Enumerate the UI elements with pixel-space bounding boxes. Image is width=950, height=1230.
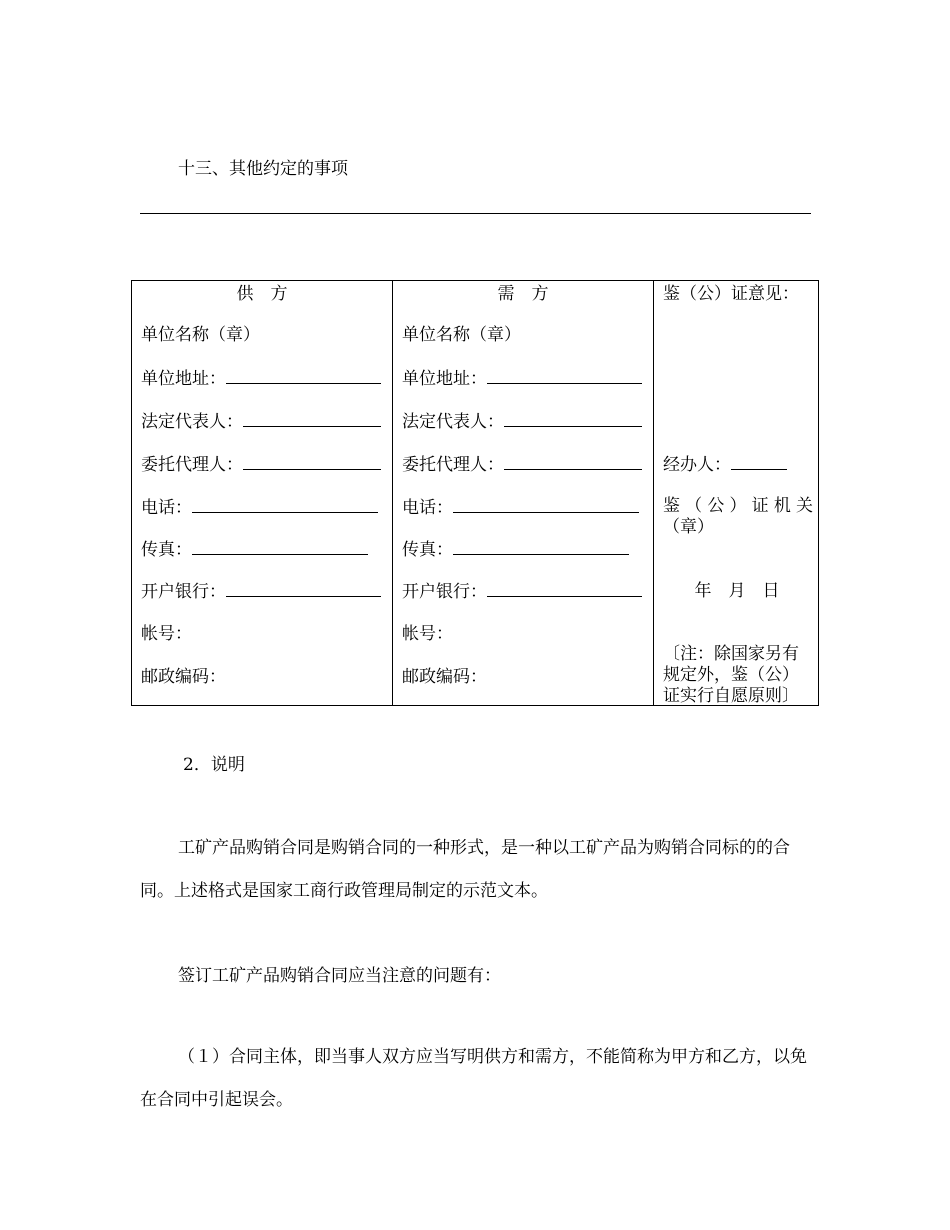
buyer-address-row — [402, 367, 642, 390]
buyer-agent-blank — [504, 453, 642, 470]
supplier-fax-blank — [192, 538, 368, 555]
buyer-phone-label: 电话： — [402, 498, 453, 518]
buyer-legal-rep-row — [402, 410, 642, 433]
buyer-agent-label: 委托代理人： — [402, 455, 504, 475]
column-divider — [392, 281, 393, 705]
supplier-postcode: 邮政编码： — [141, 667, 226, 687]
supplier-bank-row — [141, 580, 381, 603]
supplier-address-blank — [226, 367, 381, 384]
paragraph-3: （１）合同主体，即当事人双方应当写明供方和需方，不能简称为甲方和乙方，以免在合同中引起误会。 — [140, 1047, 807, 1110]
supplier-phone-row — [141, 496, 378, 519]
supplier-fax-label: 传真： — [141, 540, 192, 560]
supplier-bank-label: 开户银行： — [141, 582, 226, 602]
supplier-address-label: 单位地址： — [141, 369, 226, 389]
buyer-header: 需 方 — [497, 284, 549, 304]
buyer-bank-blank — [487, 580, 642, 597]
buyer-fax-row — [402, 538, 629, 561]
buyer-bank-label: 开户银行： — [402, 582, 487, 602]
supplier-legal-rep-row — [141, 410, 381, 433]
buyer-fax-label: 传真： — [402, 540, 453, 560]
notary-handler-row — [663, 453, 787, 476]
section-heading: 十三、其他约定的事项 — [178, 159, 348, 179]
buyer-phone-row — [402, 496, 639, 519]
signature-table — [131, 280, 819, 706]
supplier-legal-rep-blank — [243, 410, 381, 427]
supplier-agent-label: 委托代理人： — [141, 455, 243, 475]
buyer-account: 帐号： — [402, 624, 453, 644]
supplier-account: 帐号： — [141, 624, 192, 644]
paragraph-1: 工矿产品购销合同是购销合同的一种形式，是一种以工矿产品为购销合同标的的合同。上述格式是国家工商行政管理局制定的示范文本。 — [140, 838, 790, 901]
supplier-phone-blank — [192, 496, 378, 513]
notary-date: 年 月 日 — [694, 581, 780, 601]
buyer-phone-blank — [453, 496, 639, 513]
blank-line — [140, 213, 811, 214]
buyer-postcode: 邮政编码： — [402, 667, 487, 687]
supplier-phone-label: 电话： — [141, 498, 192, 518]
notary-handler-label: 经办人： — [663, 455, 731, 475]
supplier-agent-blank — [243, 453, 381, 470]
buyer-legal-rep-label: 法定代表人： — [402, 412, 504, 432]
supplier-unit-name: 单位名称（章） — [141, 325, 260, 345]
notary-handler-blank — [731, 453, 787, 470]
supplier-agent-row — [141, 453, 381, 476]
supplier-address-row — [141, 367, 381, 390]
buyer-address-label: 单位地址： — [402, 369, 487, 389]
buyer-legal-rep-blank — [504, 410, 642, 427]
supplier-fax-row — [141, 538, 368, 561]
paragraph-2: 签订工矿产品购销合同应当注意的问题有： — [178, 966, 501, 986]
buyer-agent-row — [402, 453, 642, 476]
notary-authority: 鉴（公）证机关（章） — [663, 496, 813, 537]
supplier-header: 供 方 — [236, 284, 288, 304]
notary-note: 〔注：除国家另有规定外，鉴（公）证实行自愿原则〕 — [663, 644, 799, 706]
buyer-address-blank — [487, 367, 642, 384]
explanation-title: 2．说明 — [183, 755, 245, 775]
column-divider — [653, 281, 654, 705]
supplier-bank-blank — [226, 580, 381, 597]
notary-header: 鉴（公）证意见： — [663, 284, 799, 304]
buyer-fax-blank — [453, 538, 629, 555]
buyer-bank-row — [402, 580, 642, 603]
buyer-unit-name: 单位名称（章） — [402, 325, 521, 345]
supplier-legal-rep-label: 法定代表人： — [141, 412, 243, 432]
